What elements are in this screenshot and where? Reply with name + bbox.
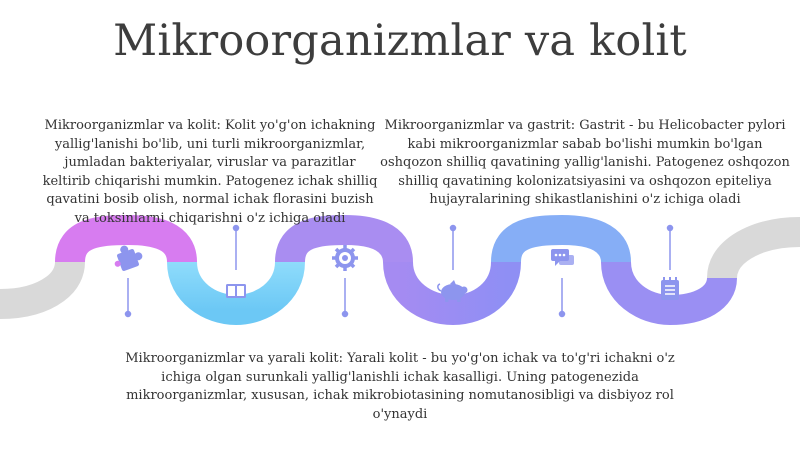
wave-segment-gray-2 xyxy=(722,232,800,278)
text-block-yarali-kolit: Mikroorganizmlar va yarali kolit: Yarali kolit - bu yo'g'on ichak va to'g'ri ichakni o'z ichiga olgan surunkali yallig'lanishli ichak kasalligi. Uning patogenezida mikroorganizmlar, xususan, ichak mikrobiotasining nomutanosibligi va disbiyoz rol o'ynaydi xyxy=(125,351,675,422)
puzzle-icon xyxy=(110,241,145,273)
text-block-kolit: Mikroorganizmlar va kolit: Kolit yo'g'on ichakning yallig'lanishi bo'lib, uni turli mikroorganizmlar, jumladan bakteriyalar, viruslar va parazitlar keltirib chiqarishi mumkin. Patogenez ichak shilliq qavatini bosib olish, normal ichak florasini buzish va toksinlarni chiqarishni o'z ichiga oladi xyxy=(42,118,378,226)
page-title: Mikroorganizmlar va kolit xyxy=(113,16,687,66)
text-block-gastrit: Mikroorganizmlar va gastrit: Gastrit - bu Helicobacter pylori kabi mikroorganizmlar sabab bo'lishi mumkin bo'lgan oshqozon shilliq qavatining yallig'lanishi. Patogenez oshqozon shilliq qavatining kolonizatsiyasini va oshqozon epiteliya hujayralarining shikastlanishini o'z ichiga oladi xyxy=(380,118,790,207)
wave-segment-gray xyxy=(0,262,70,304)
chat-icon xyxy=(551,249,574,266)
notepad-icon xyxy=(661,277,679,300)
gear-icon xyxy=(332,245,358,271)
book-icon xyxy=(226,284,246,298)
